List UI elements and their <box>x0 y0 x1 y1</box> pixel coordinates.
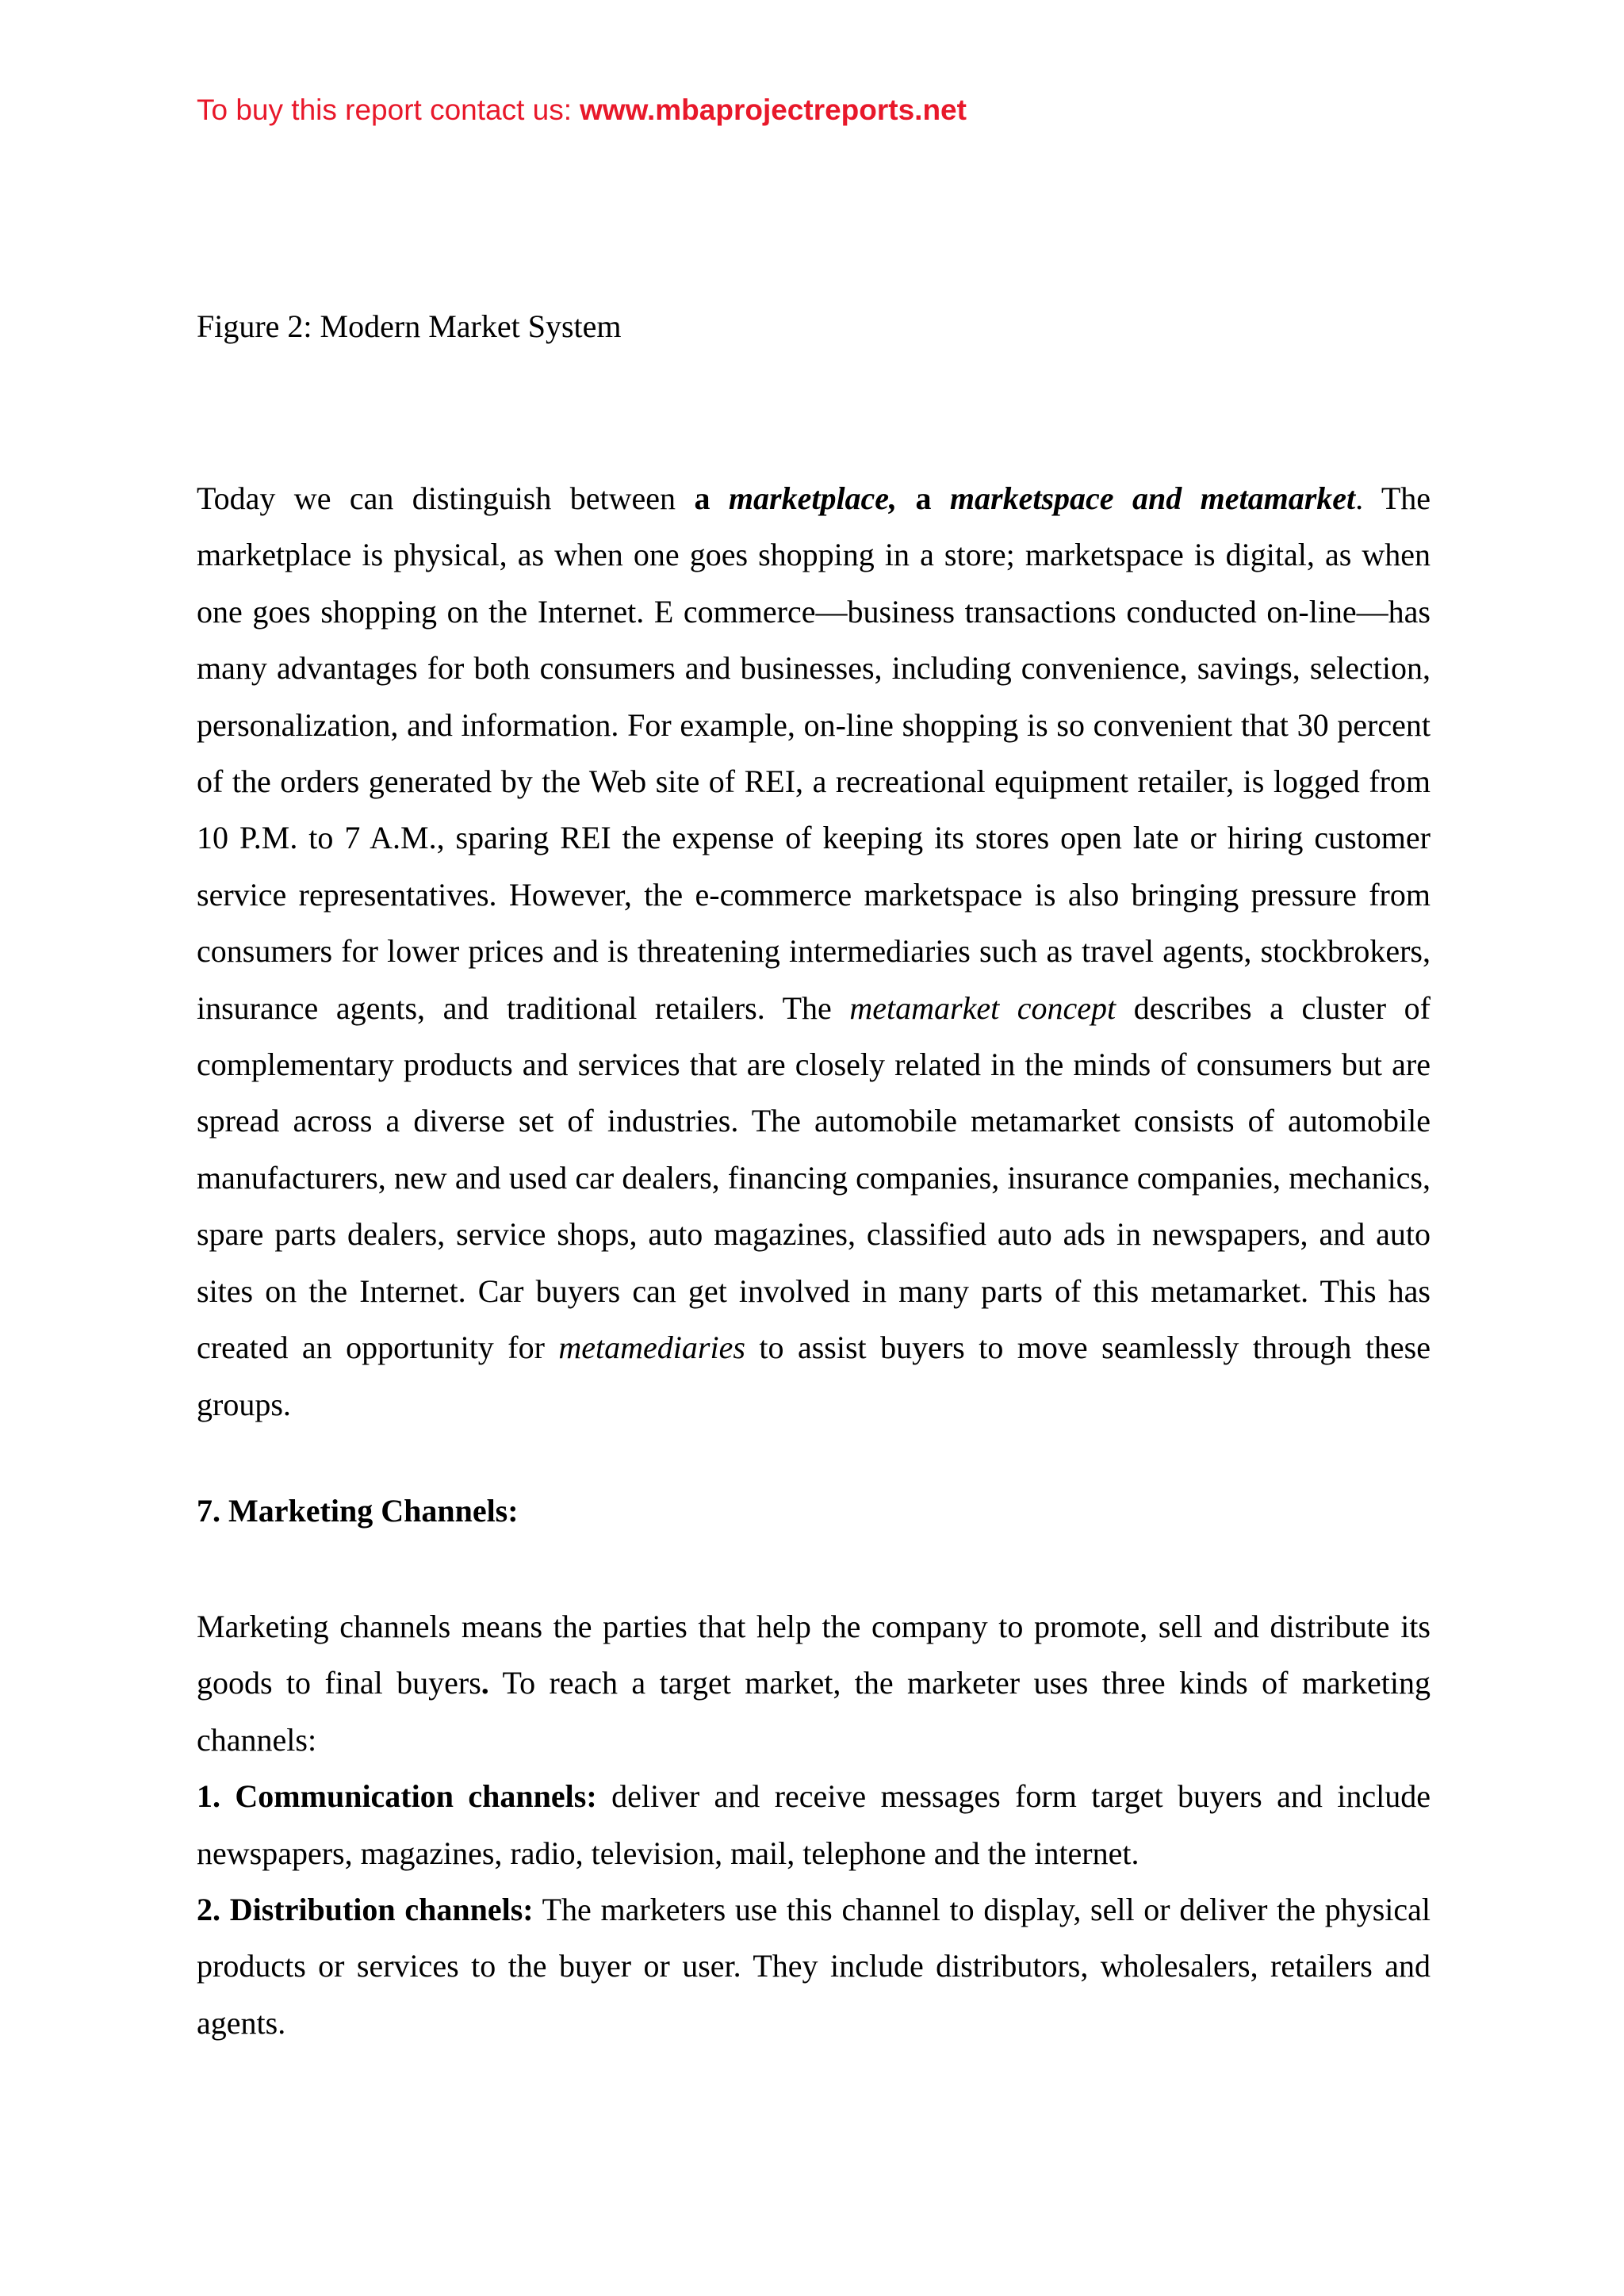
term-marketspace-metamarket: marketspace and metamarket <box>949 480 1356 516</box>
bold-article: a <box>694 480 729 516</box>
bold-period: . <box>481 1665 489 1701</box>
list-item-label: 1. Communication channels: <box>197 1778 597 1815</box>
paragraph-marketing-channels <box>197 1598 1431 1768</box>
contact-prefix: To buy this report contact us: <box>197 94 573 126</box>
website-link[interactable]: www.mbaprojectreports.net <box>580 94 967 126</box>
term-metamarket-concept: metamarket concept <box>849 989 1116 1026</box>
marketing-channels-section <box>197 1598 1431 2051</box>
paragraph-text: to assist buyers to move seamlessly through these groups. <box>197 1330 1431 1422</box>
paragraph-text: describes a cluster of complementary products and services that are closely related in the minds of consumers but are spread across a diverse set of industries. The automobile metamarket consists of automobile manufacturers, new and used car dealers, financing companies, insurance companies, mechanics, spare parts dealers, service shops, auto magazines, classified auto ads in newspapers, and auto sites on the Internet. Car buyers can get involved in many parts of this metamarket. This has created an opportunity for <box>197 989 1431 1366</box>
term-marketplace: marketplace, <box>728 480 898 516</box>
list-item-text: The marketers use this channel to display, sell or deliver the physical products or services to the buyer or user. They include distributors, wholesalers, retailers and agents. <box>197 1892 1431 2041</box>
list-item-label: 2. Distribution channels: <box>197 1892 534 1928</box>
paragraph-text: . The marketplace is physical, as when one goes shopping in a store; marketspace is digital, as when one goes shopping on the Internet. E commerce—business transactions conducted on-line—has many advantages for both consumers and businesses, including convenience, savings, selection, personalization, and information. For example, on-line shopping is so convenient that 30 percent of the orders generated by the Web site of REI, a recreational equipment retailer, is logged from 10 P.M. to 7 A.M., sparing REI the expense of keeping its stores open late or hiring customer service representatives. However, the e-commerce marketspace is also bringing pressure from consumers for lower prices and is threatening intermediaries such as travel agents, stockbrokers, insurance agents, and traditional retailers. The <box>197 480 1431 1026</box>
term-metamediaries: metamediaries <box>558 1330 745 1366</box>
list-item-text: deliver and receive messages form target buyers and include newspapers, magazines, radio, television, mail, telephone and the internet. <box>197 1778 1431 1871</box>
list-item-distribution <box>197 1881 1431 2051</box>
list-item-communication <box>197 1768 1431 1881</box>
figure-caption: Figure 2: Modern Market System <box>197 308 622 344</box>
paragraph-text: Today we can distinguish between <box>197 480 695 516</box>
paragraph-market-types <box>197 470 1431 1433</box>
paragraph-text: Marketing channels means the parties that help the company to promote, sell and distribute its goods to final buyers <box>197 1609 1431 1701</box>
paragraph-text: To reach a target market, the marketer uses three kinds of marketing channels: <box>197 1665 1431 1758</box>
section-heading: 7. Marketing Channels: <box>197 1493 519 1529</box>
bold-article: a <box>897 480 950 516</box>
contact-header <box>197 94 967 127</box>
